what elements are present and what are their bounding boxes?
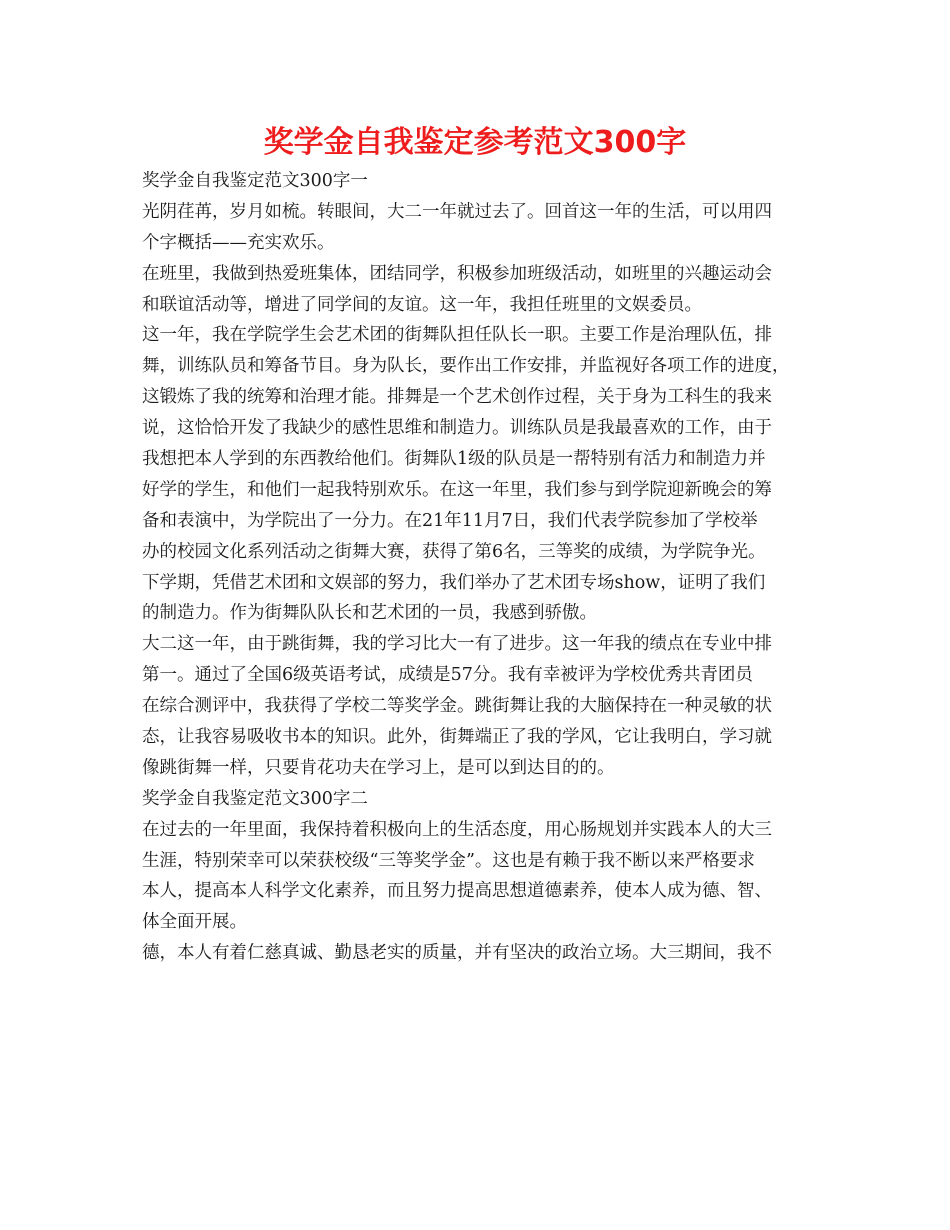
text-line: 这锻炼了我的统筹和治理才能。排舞是一个艺术创作过程，关于身为工科生的我来 [142, 387, 772, 408]
text-line: 奖学金自我鉴定范文300字二 [142, 788, 368, 809]
text-line: 说，这恰恰开发了我缺少的感性思维和制造力。训练队员是我最喜欢的工作，由于 [142, 418, 772, 439]
text-line: 在过去的一年里面，我保持着积极向上的生活态度，用心肠规划并实践本人的大三 [142, 819, 772, 840]
text-line: 舞，训练队员和筹备节目。身为队长，要作出工作安排，并监视好各项工作的进度， [142, 356, 790, 377]
text-line: 和联谊活动等，增进了同学间的友谊。这一年，我担任班里的文娱委员。 [142, 294, 702, 315]
text-line: 第一。通过了全国6级英语考试，成绩是57分。我有幸被评为学校优秀共青团员 [142, 665, 753, 686]
text-line: 大二这一年，由于跳街舞，我的学习比大一有了进步。这一年我的绩点在专业中排 [142, 634, 772, 655]
text-line: 个字概括——充实欢乐。 [142, 232, 335, 253]
text-line: 德，本人有着仁慈真诚、勤恳老实的质量，并有坚决的政治立场。大三期间，我不 [142, 943, 772, 964]
text-line: 像跳街舞一样，只要肯花功夫在学习上，是可以到达目的的。 [142, 757, 615, 778]
text-line: 生涯，特别荣幸可以荣获校级“三等奖学金”。这也是有赖于我不断以来严格要求 [142, 850, 755, 871]
text-line: 本人，提高本人科学文化素养，而且努力提高思想道德素养，使本人成为德、智、 [142, 881, 772, 902]
text-line: 办的校园文化系列活动之街舞大赛，获得了第6名，三等奖的成绩，为学院争光。 [142, 541, 766, 562]
text-line: 态，让我容易吸收书本的知识。此外，街舞端正了我的学风，它让我明白，学习就 [142, 727, 772, 748]
text-line: 的制造力。作为街舞队队长和艺术团的一员，我感到骄傲。 [142, 603, 597, 624]
document-title: 奖学金自我鉴定参考范文300字 [263, 125, 687, 160]
text-line: 奖学金自我鉴定范文300字一 [142, 171, 368, 191]
text-line: 我想把本人学到的东西教给他们。街舞队1级的队员是一帮特别有活力和制造力并 [142, 449, 766, 470]
text-line: 在综合测评中，我获得了学校二等奖学金。跳街舞让我的大脑保持在一种灵敏的状 [142, 696, 772, 717]
text-line: 备和表演中，为学院出了一分力。在21年11月7日，我们代表学院参加了学校举 [142, 510, 758, 531]
text-line: 好学的学生，和他们一起我特别欢乐。在这一年里，我们参与到学院迎新晚会的筹 [142, 479, 772, 500]
text-line: 体全面开展。 [142, 912, 247, 933]
text-line: 光阴荏苒，岁月如梳。转眼间，大二一年就过去了。回首这一年的生活，可以用四 [142, 201, 772, 222]
text-line: 下学期，凭借艺术团和文娱部的努力，我们举办了艺术团专场show，证明了我们 [142, 572, 766, 593]
text-line: 这一年，我在学院学生会艺术团的街舞队担任队长一职。主要工作是治理队伍，排 [142, 325, 772, 346]
document-body [142, 166, 822, 969]
text-line: 在班里，我做到热爱班集体，团结同学，积极参加班级活动，如班里的兴趣运动会 [142, 263, 772, 284]
